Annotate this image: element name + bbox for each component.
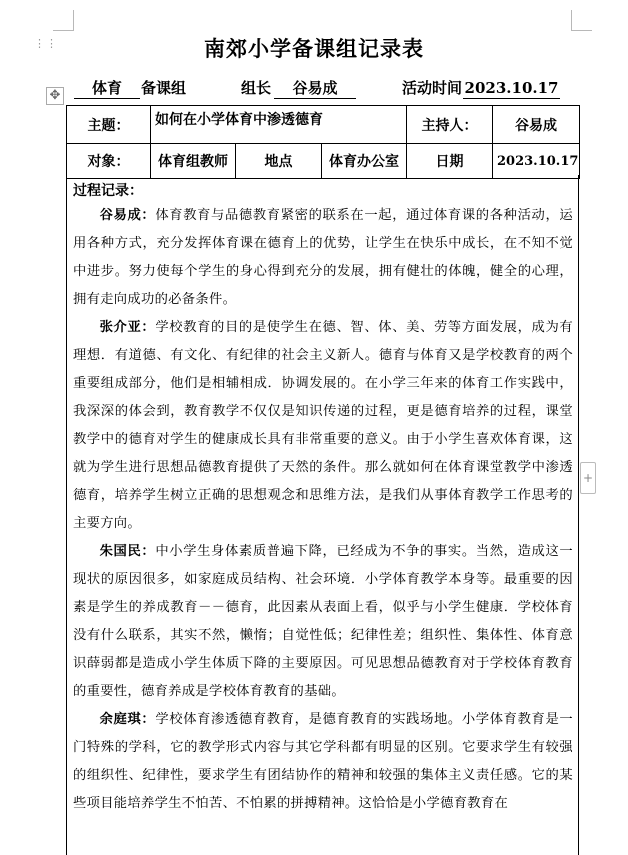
record-paragraph <box>67 538 578 706</box>
table-move-handle-icon[interactable]: ✥ <box>46 87 64 105</box>
record-paragraph <box>67 202 578 314</box>
leader-label: 组长 <box>241 79 272 97</box>
table-row <box>67 106 580 144</box>
speaker-name: 张介亚： <box>99 320 156 335</box>
process-record-cell[interactable] <box>66 175 579 855</box>
leader-name: 谷易成 <box>274 79 356 99</box>
info-table <box>66 105 580 179</box>
host-value[interactable]: 谷易成 <box>493 106 580 144</box>
time-line <box>402 77 560 97</box>
audience-value[interactable]: 体育组教师 <box>151 144 236 179</box>
document-title: 南郊小学备课组记录表 <box>204 36 424 61</box>
record-text: 学校教育的目的是使学生在德、智、体、美、劳等方面发展，成为有理想．有道德、有文化、有纪律的社会主义新人。德育与体育又是学校教育的两个重要组成部分，他们是相辅相成．协调发展的。在小学三年来的体育工作实践中，我深深的体会到，教育教学不仅仅是知识传递的过程，更是德育培养的过程，课堂教学中的德育对学生的健康成长具有非常重要的意义。由于小学生喜欢体育课，这就为学生进行思想品德教育提供了天然的条件。那么就如何在体育课堂教学中渗透德育，培养学生树立正确的思想观念和思维方法，是我们从事体育教学工作思考的主要方向。 <box>73 320 573 531</box>
host-label: 主持人： <box>407 106 493 144</box>
drag-handle-icon[interactable]: ⋮⋮ <box>34 37 58 50</box>
place-value[interactable]: 体育办公室 <box>322 144 407 179</box>
record-paragraph <box>67 314 578 538</box>
topic-label: 主题： <box>67 106 151 144</box>
record-text: 体育教育与品德教育紧密的联系在一起，通过体育课的各种活动，运用各种方式，充分发挥体育课在德育上的优势，让学生在快乐中成长，在不知不觉中进步。努力使每个学生的身心得到充分的发展，拥有健壮的体魄，健全的心理，拥有走向成功的必备条件。 <box>73 208 573 307</box>
speaker-name: 余庭琪： <box>99 712 156 727</box>
table-row <box>67 144 580 179</box>
speaker-name: 谷易成： <box>99 208 156 223</box>
group-suffix: 备课组 <box>141 79 187 97</box>
place-label: 地点 <box>236 144 322 179</box>
group-name: 体育 <box>74 79 140 99</box>
topic-value[interactable]: 如何在小学体育中渗透德育 <box>151 106 407 144</box>
record-paragraph <box>67 706 578 818</box>
date-value[interactable]: 2023.10.17 <box>493 144 580 179</box>
speaker-name: 朱国民： <box>99 544 156 559</box>
date-label: 日期 <box>407 144 493 179</box>
page-corner-mark-top-right <box>571 10 592 31</box>
leader-line <box>241 77 356 97</box>
time-value: 2023.10.17 <box>464 79 559 97</box>
record-text: 学校体育渗透德育教育，是德育教育的实践场地。小学体育教育是一门特殊的学科，它的教学形式内容与其它学科都有明显的区别。它要求学生有较强的组织性、纪律性，要求学生有团结协作的精神和较强的集体主义责任感。它的某些项目能培养学生不怕苦、不怕累的拼搏精神。这恰恰是小学德育教育在 <box>73 712 573 811</box>
page-corner-mark-top-left <box>53 10 74 31</box>
audience-label: 对象： <box>67 144 151 179</box>
record-text: 中小学生身体素质普遍下降，已经成为不争的事实。当然，造成这一现状的原因很多，如家庭成员结构、社会环境．小学体育教学本身等。最重要的因素是学生的养成教育－－德育，此因素从表面上看，似乎与小学生健康．学校体育没有什么联系，其实不然，懒惰；自觉性低；纪律性差；组织性、集体性、体育意识薛弱都是造成小学生体质下降的主要原因。可见思想品德教育对于学校体育教育的重要性，德育养成是学校体育教育的基础。 <box>73 544 573 699</box>
process-label: 过程记录： <box>73 183 143 199</box>
add-column-plus-icon[interactable]: + <box>580 462 596 494</box>
group-line <box>74 77 186 97</box>
time-label: 活动时间 <box>402 79 463 97</box>
